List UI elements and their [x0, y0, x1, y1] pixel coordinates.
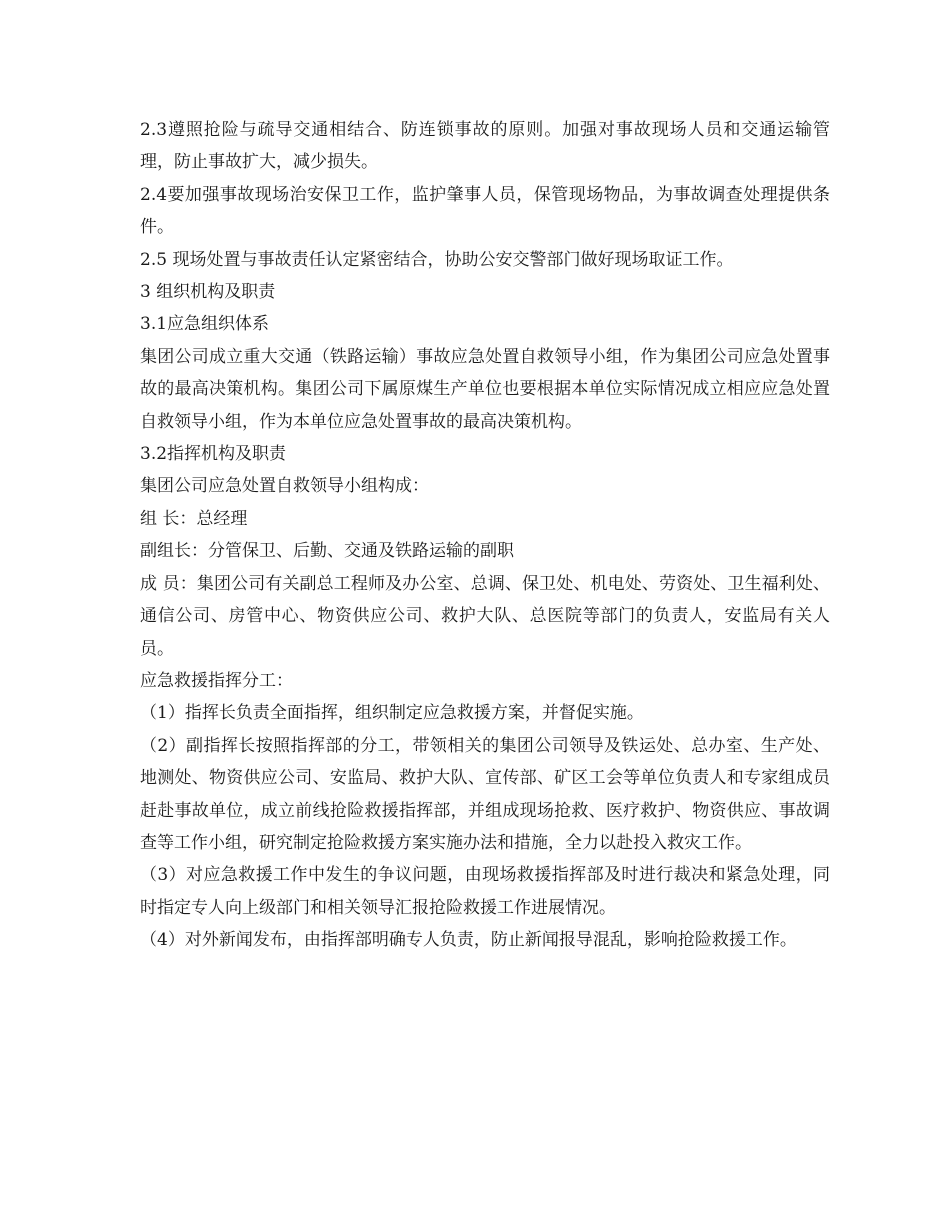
section-heading-3: 3 组织机构及职责 [140, 282, 276, 303]
paragraph-deputy-leader: 副组长：分管保卫、后勤、交通及铁路运输的副职 [140, 541, 514, 562]
paragraph-2-4: 2.4要加强事故现场治安保卫工作，监护肇事人员，保管现场物品，为事故调查处理提供条件。 [140, 184, 830, 238]
paragraph-group-leader: 组 长：总经理 [140, 508, 248, 529]
paragraph-members: 成 员：集团公司有关副总工程师及办公室、总调、保卫处、机电处、劳资处、卫生福利处、通信公司、房管中心、物资供应公司、救护大队、总医院等部门的负责人，安监局有关人员。 [140, 573, 830, 659]
section-heading-3-1: 3.1应急组织体系 [140, 314, 270, 335]
list-item-1: （1）指挥长负责全面指挥，组织制定应急救援方案，并督促实施。 [140, 703, 644, 724]
paragraph-command-division: 应急救援指挥分工： [140, 670, 293, 691]
section-heading-3-2: 3.2指挥机构及职责 [140, 444, 287, 465]
list-item-4: （4）对外新闻发布，由指挥部明确专人负责，防止新闻报导混乱，影响抢险救援工作。 [140, 930, 797, 951]
list-item-3: （3）对应急救援工作中发生的争议问题，由现场救援指挥部及时进行裁决和紧急处理，同时指定专人向上级部门和相关领导汇报抢险救援工作进展情况。 [140, 865, 830, 918]
paragraph-organization-system: 集团公司成立重大交通（铁路运输）事故应急处置自救领导小组，作为集团公司应急处置事故的最高决策机构。集团公司下属原煤生产单位也要根据本单位实际情况成立相应应急处置自救领导小组，作为本单位应急处置事故的最高决策机构。 [140, 346, 830, 432]
paragraph-group-composition: 集团公司应急处置自救领导小组构成： [140, 476, 429, 497]
paragraph-2-3: 2.3遵照抢险与疏导交通相结合、防连锁事故的原则。加强对事故现场人员和交通运输管理，防止事故扩大，减少损失。 [140, 120, 830, 173]
document-body [140, 114, 830, 957]
paragraph-2-5: 2.5 现场处置与事故责任认定紧密结合，协助公安交警部门做好现场取证工作。 [140, 249, 734, 270]
list-item-2: （2）副指挥长按照指挥部的分工，带领相关的集团公司领导及铁运处、总办室、生产处、地测处、物资供应公司、安监局、救护大队、宣传部、矿区工会等单位负责人和专家组成员赶赴事故单位，成立前线抢险救援指挥部，并组成现场抢救、医疗救护、物资供应、事故调查等工作小组，研究制定抢险救援方案实施办法和措施，全力以赴投入救灾工作。 [140, 735, 830, 853]
